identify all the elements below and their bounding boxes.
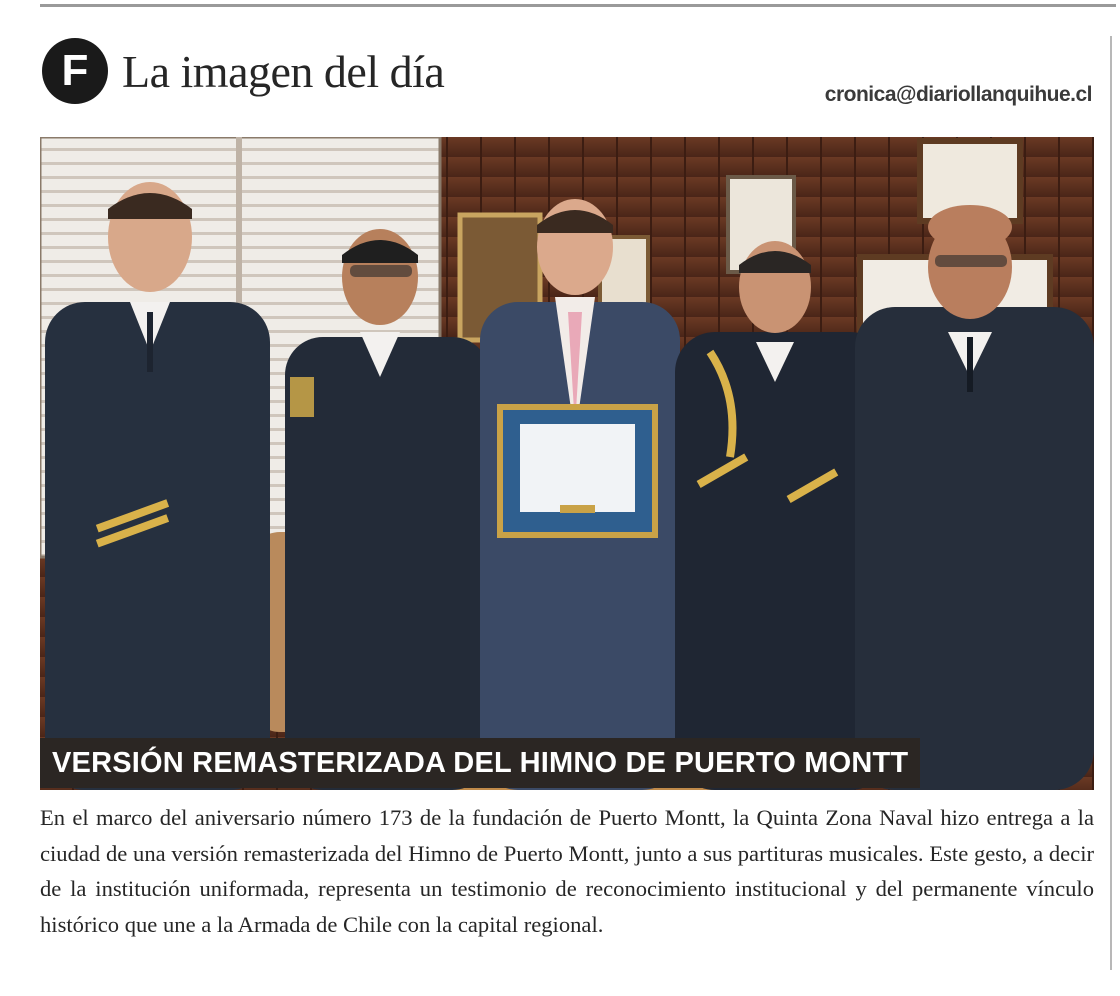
top-rule bbox=[40, 4, 1116, 7]
photo-caption-banner bbox=[40, 738, 920, 788]
contact-email[interactable]: cronica@diariollanquihue.cl bbox=[824, 83, 1092, 106]
section-badge: F bbox=[42, 38, 108, 104]
news-photo bbox=[40, 137, 1094, 790]
column-rule bbox=[1110, 36, 1112, 970]
section-title: La imagen del día bbox=[122, 45, 445, 97]
photo-caption-title: VERSIÓN REMASTERIZADA DEL HIMNO DE PUERTO MONTT bbox=[52, 746, 909, 779]
section-header bbox=[42, 36, 444, 106]
article-body: En el marco del aniversario número 173 de la fundación de Puerto Montt, la Quinta Zona Naval hizo entrega a la ciudad de una versión remasterizada del Himno de Puerto Montt, junto a sus partituras musicales. Este gesto, a decir de la institución uniformada, representa un testimonio de reconocimiento institucional y del permanente vínculo histórico que une a la Armada de Chile con la capital regional. bbox=[40, 805, 1094, 937]
